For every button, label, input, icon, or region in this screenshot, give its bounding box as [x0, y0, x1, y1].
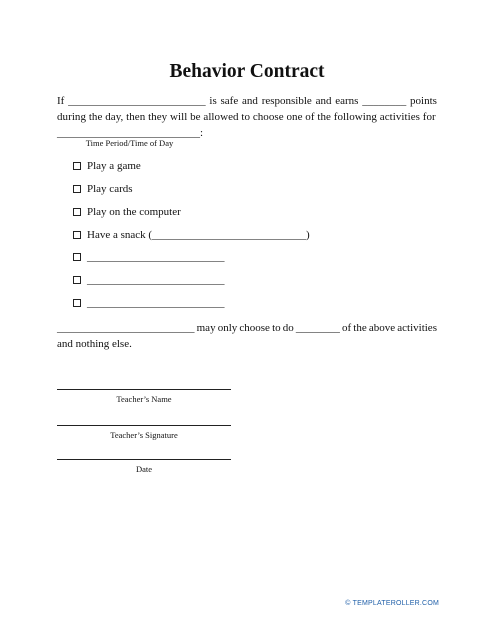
time-period-blank[interactable]: __________________________: — [57, 127, 204, 139]
activity-label: Have a snack (____________________________) — [87, 229, 310, 241]
text-only: only — [217, 322, 238, 334]
text-above: above — [368, 322, 396, 334]
activity-count-blank[interactable]: ________ — [295, 322, 340, 334]
activity-blank[interactable]: _________________________ — [87, 251, 225, 263]
activity-item[interactable] — [73, 206, 181, 218]
limit-line-1 — [57, 320, 437, 336]
text-is: is — [209, 95, 217, 107]
time-period-caption: Time Period/Time of Day — [85, 138, 174, 148]
checkbox[interactable] — [73, 299, 81, 307]
date-line[interactable] — [57, 459, 231, 460]
checkbox[interactable] — [73, 231, 81, 239]
page-title: Behavior Contract — [169, 61, 325, 82]
intro-line-2: during the day, then they will be allowed to choose one of the following activities for — [57, 111, 436, 123]
checkbox[interactable] — [73, 208, 81, 216]
activity-item[interactable] — [73, 274, 225, 286]
checkbox[interactable] — [73, 276, 81, 284]
text-activities: activities — [397, 322, 437, 334]
text-to: to — [272, 322, 281, 334]
text-and-2: and — [315, 95, 332, 107]
teacher-signature-label: Teacher’s Signature — [110, 430, 178, 440]
text-if: If — [57, 95, 65, 107]
text-may: may — [196, 322, 216, 334]
teacher-name-line[interactable] — [57, 389, 231, 390]
activity-blank[interactable]: _________________________ — [87, 274, 225, 286]
limit-line-2: and nothing else. — [57, 338, 132, 350]
text-the: the — [353, 322, 367, 334]
text-of: of — [342, 322, 352, 334]
activity-label: Play a game — [87, 160, 141, 172]
text-responsible: responsible — [261, 95, 312, 107]
teacher-signature-line[interactable] — [57, 425, 231, 426]
text-and-1: and — [242, 95, 258, 107]
points-blank[interactable]: ________ — [362, 95, 407, 107]
text-earns: earns — [335, 95, 359, 107]
activity-item[interactable] — [73, 297, 225, 309]
activity-item[interactable] — [73, 251, 225, 263]
checkbox[interactable] — [73, 162, 81, 170]
student-name-blank-2[interactable]: _________________________ — [57, 322, 195, 334]
student-name-blank[interactable]: _________________________ — [68, 95, 206, 107]
limit-paragraph — [57, 320, 437, 352]
activity-label: Play cards — [87, 183, 133, 195]
activity-item[interactable] — [73, 183, 133, 195]
activity-item[interactable] — [73, 160, 141, 172]
checkbox[interactable] — [73, 253, 81, 261]
activity-item[interactable] — [73, 229, 310, 241]
checkbox[interactable] — [73, 185, 81, 193]
text-choose: choose — [239, 322, 270, 334]
text-safe: safe — [220, 95, 239, 107]
footer-credit[interactable]: © TEMPLATEROLLER.COM — [345, 600, 439, 607]
activity-label: Play on the computer — [87, 206, 181, 218]
text-points: points — [410, 95, 437, 107]
activity-blank[interactable]: _________________________ — [87, 297, 225, 309]
teacher-name-label: Teacher’s Name — [116, 394, 172, 404]
text-do: do — [282, 322, 294, 334]
date-label: Date — [135, 464, 153, 474]
intro-paragraph — [57, 93, 437, 141]
intro-line-1 — [57, 93, 437, 109]
